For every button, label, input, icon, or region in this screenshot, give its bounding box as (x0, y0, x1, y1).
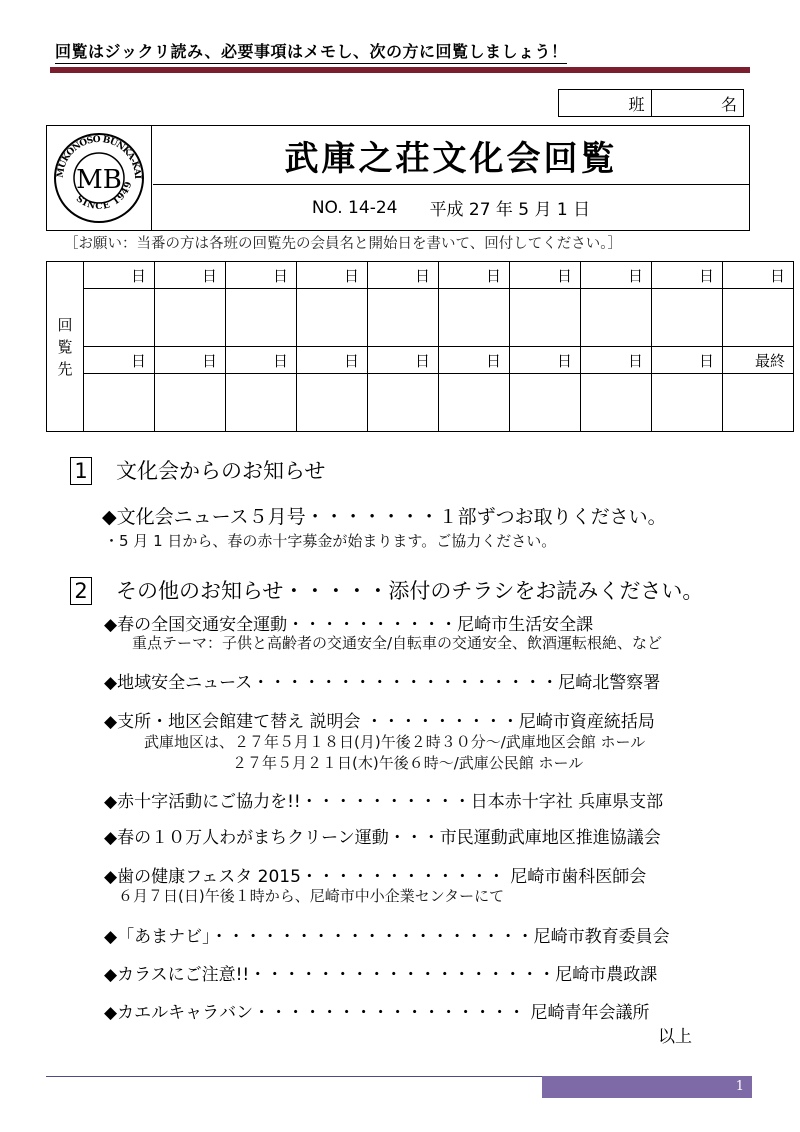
day-cell: 日 (226, 262, 297, 289)
closing-mark: 以上 (658, 1027, 692, 1047)
circulation-table (46, 261, 794, 432)
member-cell[interactable] (368, 289, 439, 347)
page-number: 1 (735, 1079, 744, 1094)
notice-item: ◆カエルキャラバン・・・・・・・・・・・・・・・・ 尼崎青年会議所 (104, 1003, 650, 1023)
notice-item: ◆カラスにご注意!!・・・・・・・・・・・・・・・・・・尼崎市農政課 (104, 965, 658, 985)
request-note: ［お願い：当番の方は各班の回覧先の会員名と開始日を書いて、回付してください。］ (64, 236, 622, 252)
day-cell: 日 (510, 347, 581, 374)
notice-sub: ６月７日(日)午後１時から、尼崎市中小企業センターにて (118, 887, 505, 905)
section2-heading (70, 575, 703, 605)
member-cell[interactable] (155, 374, 226, 432)
han-name-box (558, 89, 744, 117)
section1-item-news: ◆文化会ニュース５月号・・・・・・・１部ずつお取りください。 (102, 506, 667, 528)
issue-date: 平成 27 年 5 月 1 日 (429, 200, 591, 220)
day-cell: 日 (84, 262, 155, 289)
section2-number: 2 (70, 577, 92, 605)
member-cell[interactable] (368, 374, 439, 432)
member-cell[interactable] (297, 289, 368, 347)
member-cell[interactable] (581, 289, 652, 347)
section1-heading (70, 455, 325, 485)
logo (47, 126, 152, 230)
page-number-box (542, 1076, 752, 1098)
notice-item: ◆歯の健康フェスタ 2015・・・・・・・・・・・・ 尼崎市歯科医師会 (104, 867, 647, 887)
member-cell[interactable] (510, 374, 581, 432)
title-box (46, 125, 750, 231)
circulation-side-label (47, 262, 84, 432)
side-char: 回 (57, 315, 73, 334)
logo-seal-icon (47, 126, 151, 230)
member-cell[interactable] (84, 374, 155, 432)
logo-ring-bottom: SINCE 1949 (73, 179, 135, 212)
notice-item: ◆地域安全ニュース・・・・・・・・・・・・・・・・・・尼崎北警察署 (104, 673, 661, 693)
notice-item: ◆春の全国交通安全運動・・・・・・・・・・尼崎市生活安全課 (104, 615, 594, 635)
notice-item: ◆支所・地区会館建て替え 説明会 ・・・・・・・・・尼崎市資産統括局 (104, 712, 655, 732)
day-cell: 日 (368, 262, 439, 289)
day-cell: 日 (84, 347, 155, 374)
day-cell: 日 (581, 262, 652, 289)
section2-title: その他のお知らせ・・・・・添付のチラシをお読みください。 (116, 579, 704, 603)
member-cell[interactable] (226, 374, 297, 432)
day-cell: 日 (652, 262, 723, 289)
section1-number: 1 (70, 457, 92, 485)
logo-ring-top: MUKONOSO BUNKA-KAI (55, 134, 143, 181)
day-cell: 日 (368, 347, 439, 374)
notice-sub: ２７年５月２１日(木)午後６時～/武庫公民館 ホール (232, 754, 584, 772)
notice-sub: 重点テーマ：子供と高齢者の交通安全/自転車の交通安全、飲酒運転根絶、など (132, 634, 663, 652)
day-cell: 日 (439, 262, 510, 289)
member-cell[interactable] (652, 289, 723, 347)
member-cell[interactable] (226, 289, 297, 347)
notice-item: ◆「あまナビ」・・・・・・・・・・・・・・・・・・・尼崎市教育委員会 (104, 927, 670, 947)
header-rule (50, 67, 750, 73)
member-cell[interactable] (84, 289, 155, 347)
member-cell[interactable] (652, 374, 723, 432)
name-label: 名 (720, 94, 737, 114)
member-cell[interactable] (510, 289, 581, 347)
notice-item: ◆赤十字活動にご協力を!!・・・・・・・・・・日本赤十字社 兵庫県支部 (104, 792, 664, 812)
final-day-cell: 最終 (723, 347, 794, 374)
day-cell: 日 (155, 262, 226, 289)
issue-info (153, 185, 749, 230)
member-cell[interactable] (439, 289, 510, 347)
day-cell: 日 (297, 347, 368, 374)
side-char: 先 (57, 359, 73, 378)
circulation-notice: 回覧はジックリ読み、必要事項はメモし、次の方に回覧しましょう！ (55, 42, 567, 64)
member-cell[interactable] (723, 374, 794, 432)
han-label: 班 (559, 90, 652, 116)
day-cell: 日 (723, 262, 794, 289)
day-cell: 日 (226, 347, 297, 374)
issue-number: NO. 14-24 (311, 197, 398, 218)
section1-item-redcross: ・5 月 1 日から、春の赤十字募金が始まります。ご協力ください。 (104, 532, 557, 550)
notice-sub: 武庫地区は、２７年５月１８日(月)午後２時３０分～/武庫地区会館 ホール (144, 733, 646, 751)
day-cell: 日 (581, 347, 652, 374)
day-cell: 日 (439, 347, 510, 374)
member-cell[interactable] (297, 374, 368, 432)
member-cell[interactable] (723, 289, 794, 347)
member-cell[interactable] (439, 374, 510, 432)
document-title: 武庫之荘文化会回覧 (153, 126, 749, 185)
side-char: 覧 (57, 337, 73, 356)
day-cell: 日 (155, 347, 226, 374)
member-cell[interactable] (581, 374, 652, 432)
logo-initials: MB (76, 165, 122, 195)
section1-title: 文化会からのお知らせ (116, 459, 326, 483)
day-cell: 日 (652, 347, 723, 374)
day-cell: 日 (297, 262, 368, 289)
day-cell: 日 (510, 262, 581, 289)
notice-item: ◆春の１０万人わがまちクリーン運動・・・市民運動武庫地区推進協議会 (104, 828, 661, 848)
member-cell[interactable] (155, 289, 226, 347)
